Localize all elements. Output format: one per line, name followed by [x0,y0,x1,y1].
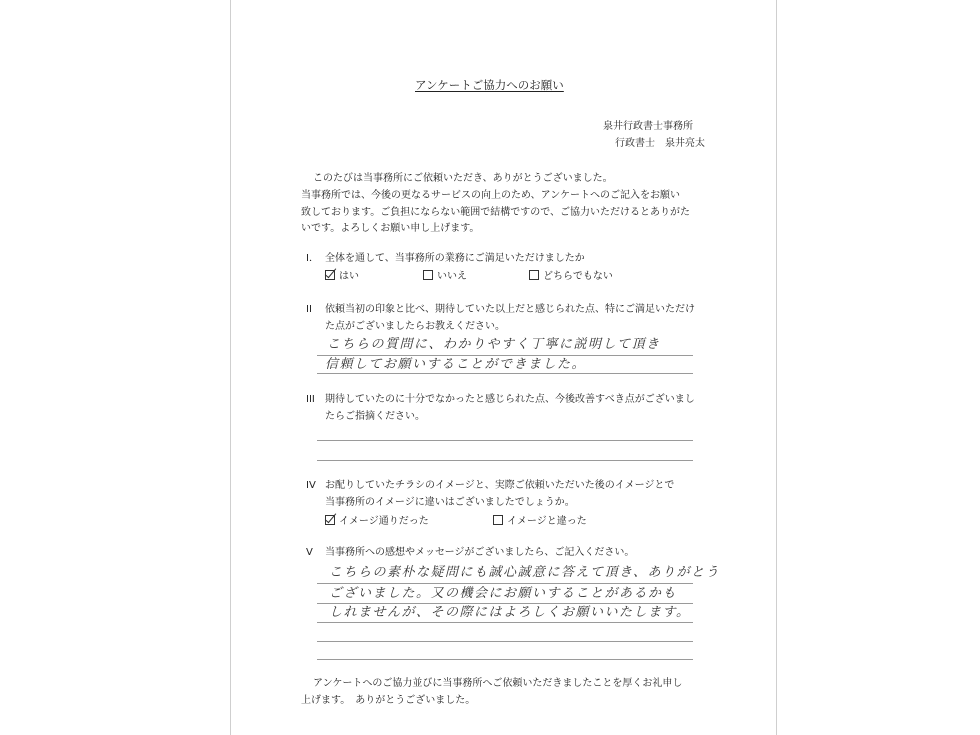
q4-option-different-label: イメージと違った [507,516,587,527]
q5-answer-line-2: ございました。又の機会にお願いすることがあるかも [329,586,678,601]
question-5-text: 当事務所への感想やメッセージがございましたら、ご記入ください。 [325,547,635,558]
question-4-number: IV [306,480,316,491]
q1-option-neither-label: どちらでもない [543,271,613,282]
q1-option-yes-label: はい [339,271,359,282]
question-3-text-line-1: 期待していたのに十分でなかったと感じられた点、今後改善すべき点がございまし [325,394,695,405]
closing-line-1: アンケートへのご協力並びに当事務所へご依頼いただきましたことを厚くお礼申し [313,678,683,689]
checkbox[interactable] [423,270,433,280]
question-5-number: V [306,547,313,558]
answer-line [317,603,693,604]
intro-line-1: このたびは当事務所にご依頼いただき、ありがとうございました。 [313,173,613,184]
answer-line [317,583,693,584]
closing-line-2: 上げます。 ありがとうございました。 [301,695,476,706]
q4-option-as-expected[interactable] [325,515,429,527]
checkbox-checked[interactable] [325,270,335,280]
answer-line [317,622,693,623]
page-title: アンケートご協力へのお願い [415,78,564,92]
question-2-text-line-1: 依頼当初の印象と比べ、期待していた以上だと感じられた点、特にご満足いただけ [325,304,695,315]
answer-line [317,641,693,642]
question-1-text: 全体を通して、当事務所の業務にご満足いただけましたか [325,253,585,264]
q1-option-no-label: いいえ [437,271,467,282]
intro-line-3: 致しております。ご負担にならない範囲で結構ですので、ご協力いただけるとありがた [301,207,690,218]
question-2-number: II [306,304,312,315]
q4-option-different[interactable] [493,515,587,527]
author-name: 行政書士 泉井亮太 [615,138,705,149]
answer-line [317,373,693,374]
answer-line [317,460,693,461]
question-4-text-line-1: お配りしていたチラシのイメージと、実際ご依頼いただいた後のイメージとで [325,480,675,491]
checkbox[interactable] [493,515,503,525]
question-1-number: I． [306,253,319,264]
intro-line-2: 当事務所では、今後の更なるサービスの向上のため、アンケートへのご記入をお願い [301,190,680,201]
question-3-number: III [306,394,315,405]
question-2-text-line-2: た点がございましたらお教えください。 [325,321,505,332]
q1-option-neither[interactable] [529,270,613,282]
answer-line [317,440,693,441]
intro-line-4: いです。よろしくお願い申し上げます。 [301,223,480,234]
checkbox-checked[interactable] [325,515,335,525]
q4-option-as-expected-label: イメージ通りだった [339,516,429,527]
answer-line [317,355,693,356]
q5-answer-line-3: しれませんが、その際にはよろしくお願いいたします。 [329,605,691,620]
question-4-text-line-2: 当事務所のイメージに違いはございましたでしょうか。 [325,497,575,508]
survey-sheet [230,0,777,735]
q1-option-yes[interactable] [325,270,359,282]
q2-answer-line-1: こちらの質問に、わかりやすく丁寧に説明して頂き [327,337,661,352]
question-3-text-line-2: たらご指摘ください。 [325,411,425,422]
checkbox[interactable] [529,270,539,280]
q5-answer-line-1: こちらの素朴な疑問にも誠心誠意に答えて頂き、ありがとう [329,565,720,580]
answer-line [317,659,693,660]
office-name: 泉井行政書士事務所 [603,121,693,132]
q2-answer-line-2: 信頼してお願いすることができました。 [325,357,587,372]
q1-option-no[interactable] [423,270,467,282]
